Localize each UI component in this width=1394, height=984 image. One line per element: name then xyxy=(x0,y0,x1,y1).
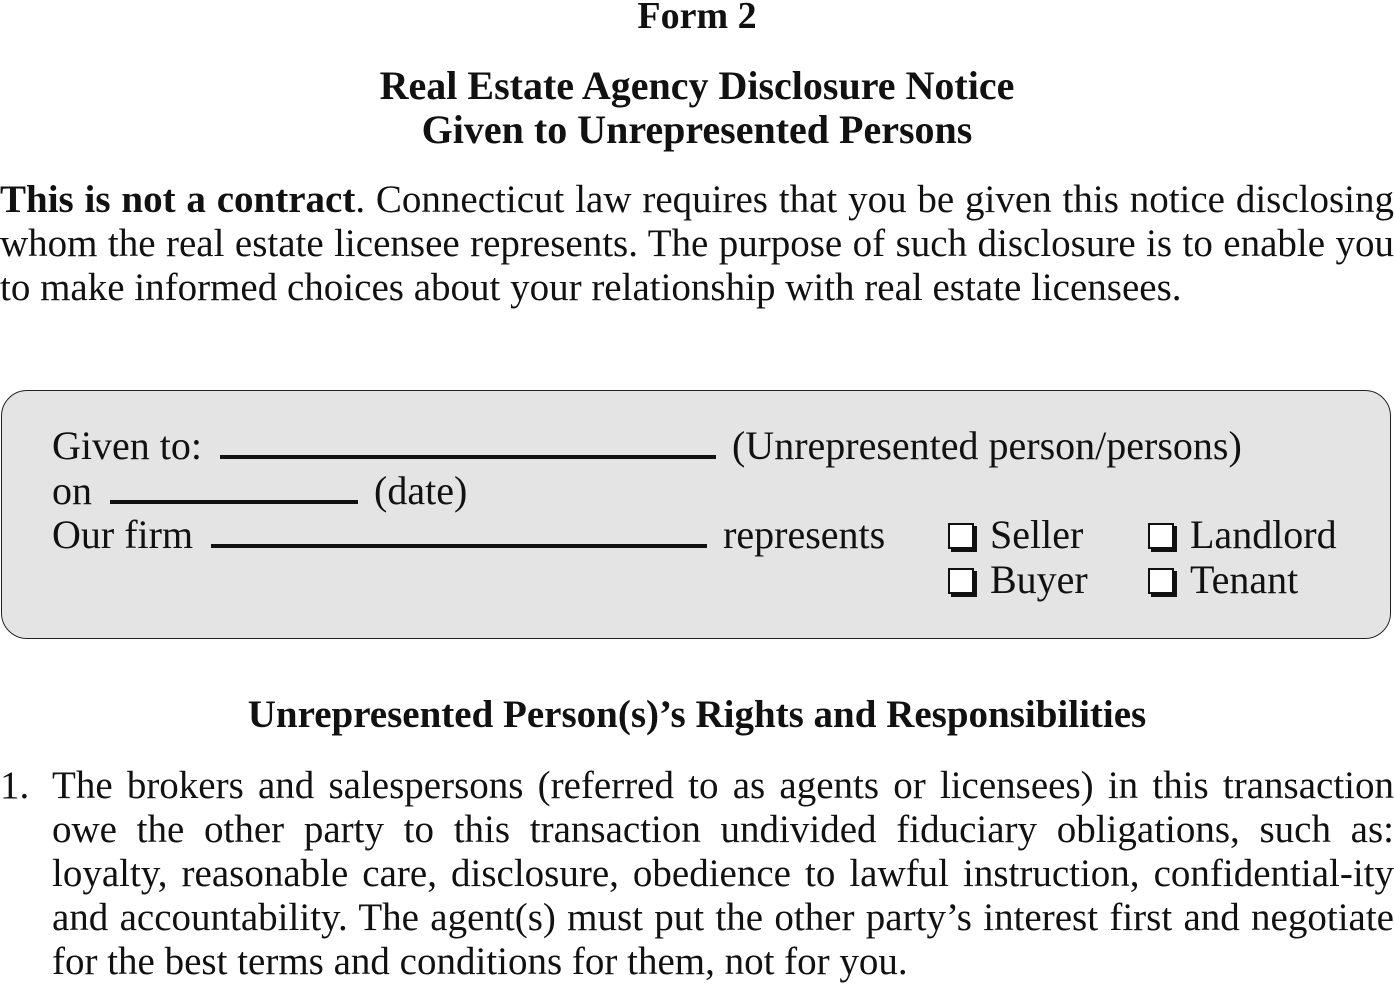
firm-blank-field[interactable] xyxy=(211,514,707,548)
seller-option[interactable] xyxy=(948,513,1083,557)
list-item-text: The brokers and salespersons (referred to as agents or licensees) in this transaction owe the other party to this transaction undivided fiduciary obligations, such as: loyalty, reasonable care, disclosure, obedience to lawful instruction, confidential-ity and accountability. The agent(s) must put the other party’s interest first and negotiate for the best terms and conditions for them, not for you. xyxy=(52,764,1394,983)
disclosure-info-box xyxy=(1,390,1391,639)
landlord-checkbox[interactable] xyxy=(1148,523,1174,549)
given-to-row xyxy=(52,424,1242,468)
list-item-number: 1. xyxy=(0,764,30,807)
given-to-label: Given to: xyxy=(52,423,202,468)
buyer-label: Buyer xyxy=(990,557,1088,602)
landlord-label: Landlord xyxy=(1190,512,1337,557)
seller-checkbox[interactable] xyxy=(948,523,974,549)
tenant-checkbox[interactable] xyxy=(1148,568,1174,594)
tenant-option[interactable] xyxy=(1148,558,1298,602)
buyer-checkbox[interactable] xyxy=(948,568,974,594)
section-heading: Unrepresented Person(s)’s Rights and Responsibilities xyxy=(247,693,1147,736)
seller-label: Seller xyxy=(990,512,1084,557)
document-title xyxy=(0,64,1394,152)
represents-label: represents xyxy=(723,512,886,557)
given-to-suffix: (Unrepresented person/persons) xyxy=(731,423,1242,468)
intro-text: . Connecticut law requires that you be given this notice disclosing whom the real estate licensee represents. The purpose of such disclosure is to enable you to make informed choices about your relationship with real estate licensees. xyxy=(0,178,1394,309)
date-row xyxy=(52,469,467,513)
tenant-label: Tenant xyxy=(1190,557,1299,602)
landlord-option[interactable] xyxy=(1148,513,1337,557)
on-label: on xyxy=(52,468,92,513)
intro-paragraph xyxy=(0,178,1394,310)
intro-bold-lead: This is not a contract xyxy=(0,178,356,221)
firm-row xyxy=(52,513,885,557)
form-number: Form 2 xyxy=(637,0,757,37)
buyer-option[interactable] xyxy=(948,558,1088,602)
title-line-1: Real Estate Agency Disclosure Notice xyxy=(379,63,1015,108)
firm-label: Our firm xyxy=(52,512,194,557)
date-suffix: (date) xyxy=(374,468,468,513)
title-line-2: Given to Unrepresented Persons xyxy=(421,107,973,152)
date-blank-field[interactable] xyxy=(110,470,358,504)
given-to-blank-field[interactable] xyxy=(220,425,716,459)
